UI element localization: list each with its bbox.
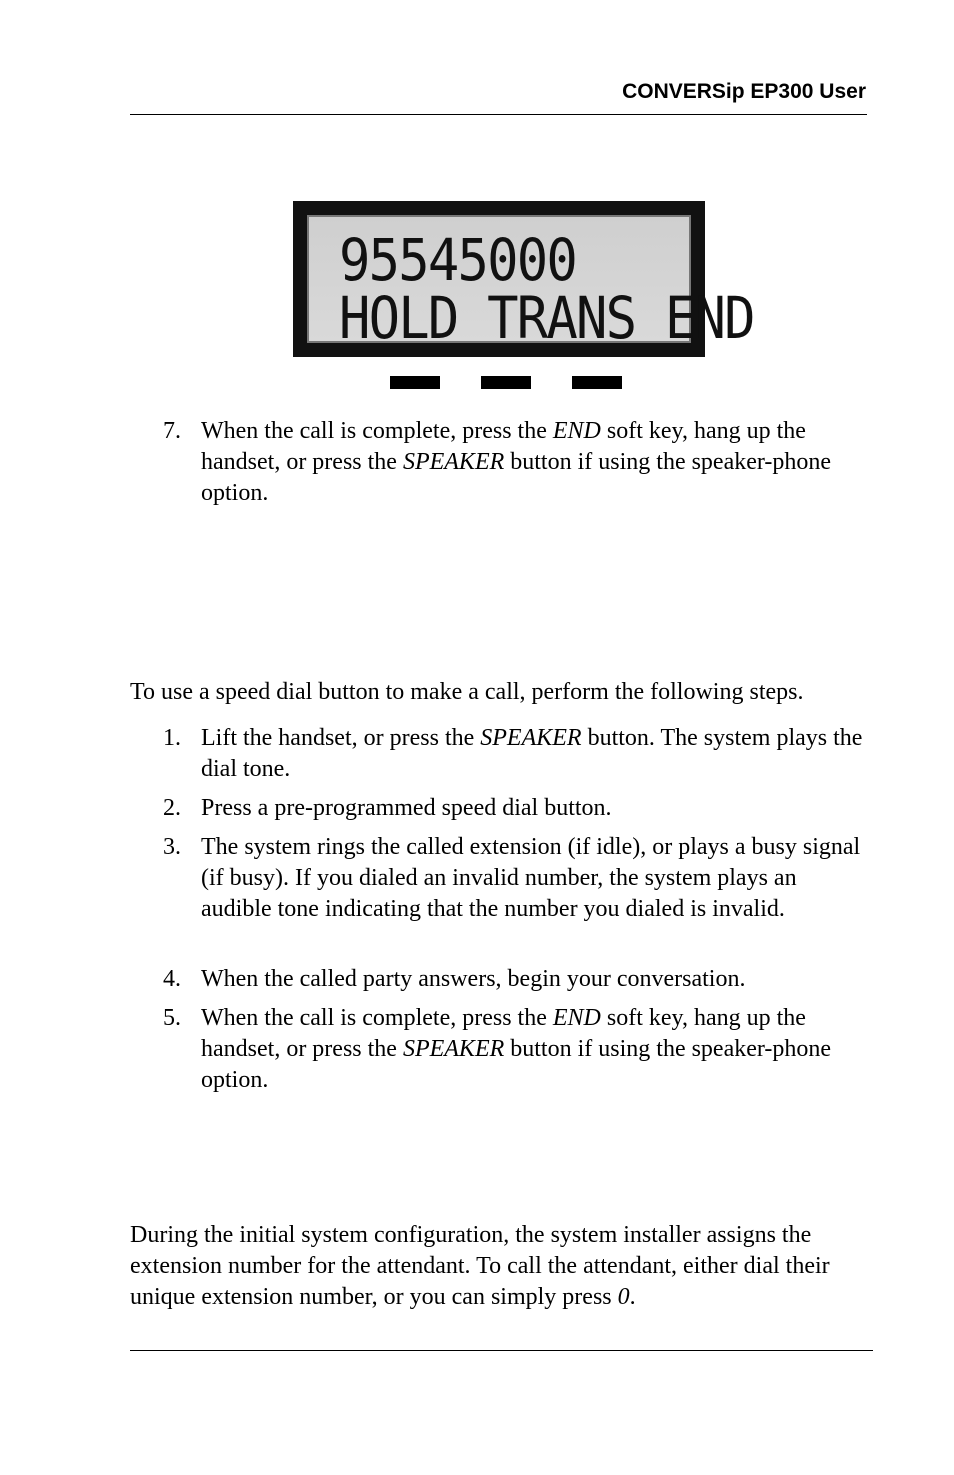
step-number: 4. xyxy=(163,966,181,992)
softkey-end[interactable] xyxy=(572,376,622,389)
step-text: Press a pre-programmed speed dial button. xyxy=(201,795,612,821)
header-rule xyxy=(130,114,867,115)
lcd-line-number: 95545000 xyxy=(339,226,577,294)
running-header: CONVERSip EP300 User xyxy=(622,80,866,103)
step-number: 2. xyxy=(163,795,181,821)
step-text: When the call is complete, press the END soft key, hang up the handset, or press the SPEAKER button if using the speaker-phone option. xyxy=(201,1005,832,1093)
softkey-hold[interactable] xyxy=(390,376,440,389)
softkey-trans[interactable] xyxy=(481,376,531,389)
step-number: 5. xyxy=(163,1005,181,1031)
step-number: 7. xyxy=(163,418,181,444)
step-text: Lift the handset, or press the SPEAKER button. The system plays the dial tone. xyxy=(201,725,863,782)
lcd-display xyxy=(293,201,754,357)
lcd-line-softkeys: HOLD TRANS END xyxy=(339,284,754,352)
step-number: 1. xyxy=(163,725,181,751)
speed-dial-intro: To use a speed dial button to make a call, perform the following steps. xyxy=(130,679,804,705)
step-text: When the called party answers, begin your conversation. xyxy=(201,966,746,992)
lcd-screen xyxy=(307,215,754,352)
step-text: When the call is complete, press the END soft key, hang up the handset, or press the SPEAKER button if using the speaker-phone option. xyxy=(201,418,832,506)
attendant-paragraph: During the initial system configuration, the system installer assigns the extension number for the attendant. To call the attendant, either dial their unique extension number, or you can simply press 0. xyxy=(130,1222,830,1310)
footer-rule xyxy=(130,1350,873,1351)
step-text: The system rings the called extension (if idle), or plays a busy signal (if busy). If you dialed an invalid number, the system plays an audible tone indicating that the number you dialed is invalid. xyxy=(201,834,861,922)
step-number: 3. xyxy=(163,834,181,860)
